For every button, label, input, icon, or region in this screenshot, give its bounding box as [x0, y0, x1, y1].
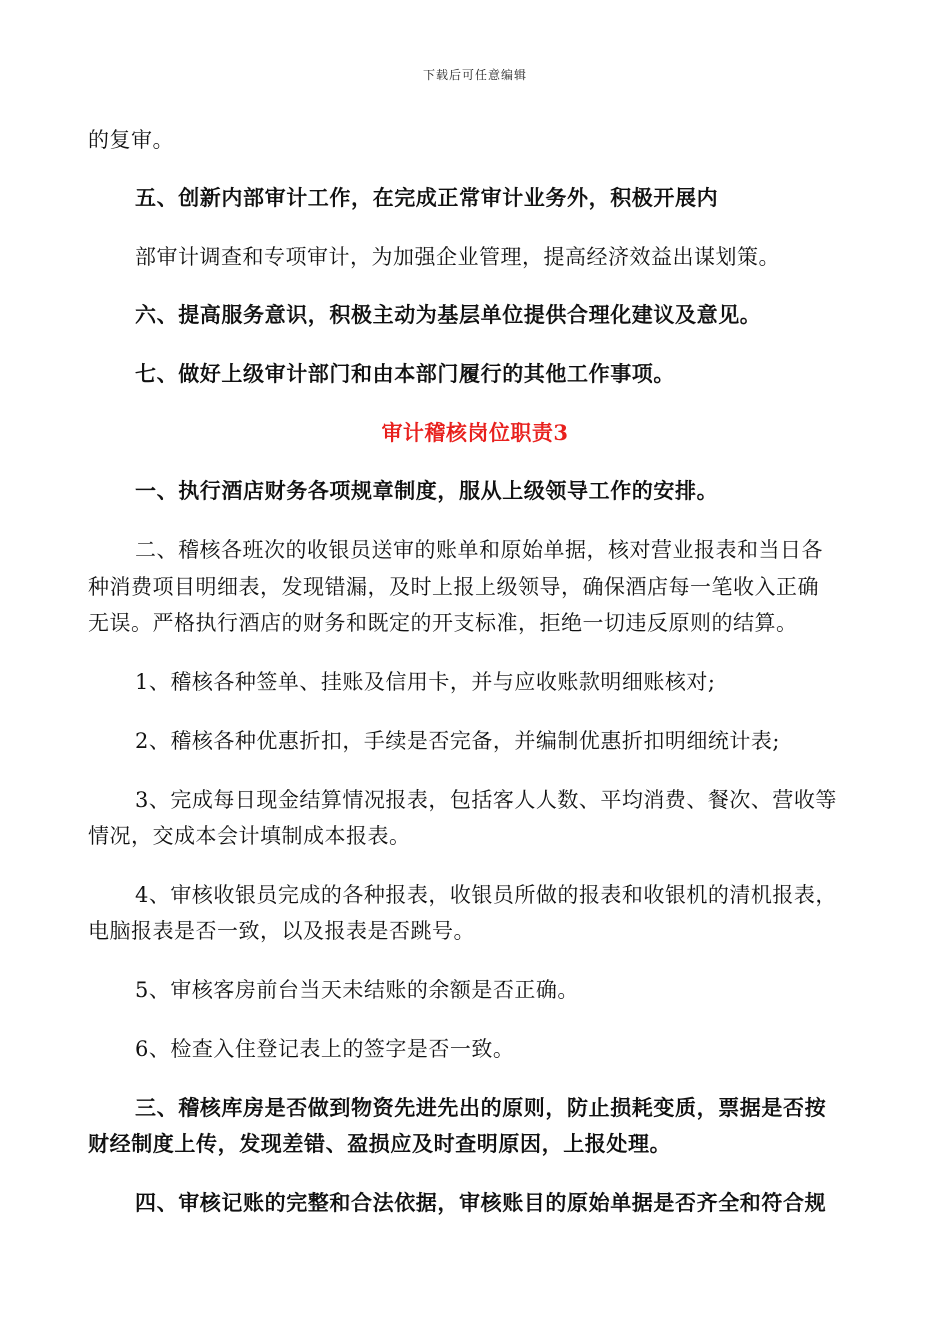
duty-three-line-1: 三、稽核库房是否做到物资先进先出的原则，防止损耗变质，票据是否按: [135, 1095, 827, 1120]
sub-item-3-line-1: 3、完成每日现金结算情况报表，包括客人人数、平均消费、餐次、营收等: [135, 788, 837, 812]
duty-one: 一、执行酒店财务各项规章制度，服从上级领导工作的安排。: [135, 478, 719, 503]
sub-item-4-line-1: 4、审核收银员完成的各种报表，收银员所做的报表和收银机的清机报表，: [135, 883, 837, 907]
sub-item-4-line-2: 电脑报表是否一致，以及报表是否跳号。: [88, 919, 475, 943]
paragraph-line: 的复审。: [88, 128, 174, 152]
item-seven: 七、做好上级审计部门和由本部门履行的其他工作事项。: [135, 361, 675, 386]
item-five-line-1: 五、创新内部审计工作，在完成正常审计业务外，积极开展内: [135, 185, 719, 210]
duty-four-line-1: 四、审核记账的完整和合法依据，审核账目的原始单据是否齐全和符合规: [135, 1190, 827, 1215]
duty-three-line-2: 财经制度上传，发现差错、盈损应及时查明原因，上报处理。: [88, 1131, 672, 1156]
item-five-line-2: 部审计调查和专项审计，为加强企业管理，提高经济效益出谋划策。: [135, 245, 780, 269]
section-title: 审计稽核岗位职责3: [381, 420, 569, 445]
duty-two-line-1: 二、稽核各班次的收银员送审的账单和原始单据，核对营业报表和当日各: [135, 538, 823, 562]
duty-two-line-2: 种消费项目明细表，发现错漏，及时上报上级领导，确保酒店每一笔收入正确: [88, 575, 819, 599]
sub-item-2: 2、稽核各种优惠折扣，手续是否完备，并编制优惠折扣明细统计表;: [135, 729, 780, 753]
duty-two-line-3: 无误。严格执行酒店的财务和既定的开支标准，拒绝一切违反原则的结算。: [88, 611, 798, 635]
sub-item-5: 5、审核客房前台当天未结账的余额是否正确。: [135, 978, 579, 1002]
sub-item-6: 6、检查入住登记表上的签字是否一致。: [135, 1037, 515, 1061]
page-header: 下载后可任意编辑: [422, 68, 527, 82]
item-six: 六、提高服务意识，积极主动为基层单位提供合理化建议及意见。: [135, 302, 762, 327]
sub-item-1: 1、稽核各种签单、挂账及信用卡，并与应收账款明细账核对;: [135, 670, 716, 694]
sub-item-3-line-2: 情况，交成本会计填制成本报表。: [88, 824, 411, 848]
